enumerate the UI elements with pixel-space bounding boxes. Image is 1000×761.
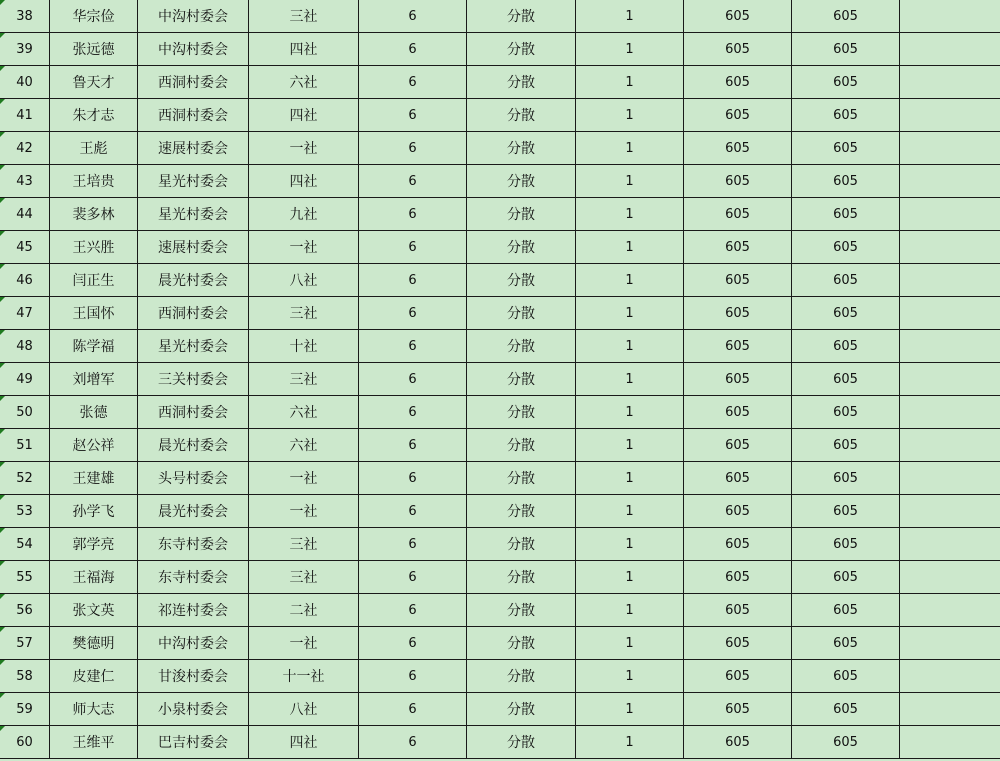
- cell-qty[interactable]: 1: [576, 231, 684, 264]
- cell-amount[interactable]: 605: [684, 198, 792, 231]
- table-row: [0, 330, 1000, 363]
- cell-amount[interactable]: 605: [684, 231, 792, 264]
- cell-village[interactable]: 中沟村委会: [138, 627, 249, 660]
- cell-index[interactable]: [0, 627, 50, 660]
- cell-total[interactable]: 605: [792, 0, 900, 33]
- cell-village[interactable]: 速展村委会: [138, 231, 249, 264]
- cell-index[interactable]: [0, 396, 50, 429]
- cell-name[interactable]: 朱才志: [50, 99, 138, 132]
- cell-count[interactable]: 6: [359, 363, 467, 396]
- cell-group[interactable]: 八社: [249, 693, 359, 726]
- cell-qty[interactable]: 1: [576, 33, 684, 66]
- table-row: [0, 132, 1000, 165]
- cell-qty[interactable]: 1: [576, 330, 684, 363]
- cell-count[interactable]: 6: [359, 429, 467, 462]
- cell-village[interactable]: 西洞村委会: [138, 297, 249, 330]
- cell-amount[interactable]: 605: [684, 330, 792, 363]
- cell-amount[interactable]: 605: [684, 594, 792, 627]
- cell-total[interactable]: 605: [792, 429, 900, 462]
- cell-note[interactable]: [900, 99, 1000, 132]
- cell-group[interactable]: 六社: [249, 66, 359, 99]
- table-row: [0, 264, 1000, 297]
- cell-text: 52: [16, 470, 33, 486]
- cell-name[interactable]: 王建雄: [50, 462, 138, 495]
- cell-type[interactable]: 分散: [467, 594, 576, 627]
- cell-qty[interactable]: 1: [576, 198, 684, 231]
- cell-type[interactable]: 分散: [467, 396, 576, 429]
- cell-total[interactable]: 605: [792, 396, 900, 429]
- cell-marker-icon: [0, 33, 5, 38]
- cell-note[interactable]: [900, 396, 1000, 429]
- cell-marker-icon: [0, 165, 5, 170]
- cell-marker-icon: [0, 132, 5, 137]
- cell-count[interactable]: 6: [359, 264, 467, 297]
- cell-amount[interactable]: 605: [684, 33, 792, 66]
- cell-text: 44: [16, 206, 33, 222]
- cell-type[interactable]: 分散: [467, 495, 576, 528]
- cell-marker-icon: [0, 66, 5, 71]
- cell-name[interactable]: 刘增军: [50, 363, 138, 396]
- cell-text: 57: [16, 635, 33, 651]
- cell-village[interactable]: 三关村委会: [138, 363, 249, 396]
- cell-name[interactable]: 师大志: [50, 693, 138, 726]
- cell-text: 41: [16, 107, 33, 123]
- table-row: [0, 231, 1000, 264]
- cell-total[interactable]: 605: [792, 495, 900, 528]
- cell-amount[interactable]: 605: [684, 693, 792, 726]
- cell-total[interactable]: 605: [792, 264, 900, 297]
- cell-amount[interactable]: 605: [684, 528, 792, 561]
- cell-village[interactable]: 东寺村委会: [138, 528, 249, 561]
- cell-total[interactable]: 605: [792, 660, 900, 693]
- cell-note[interactable]: [900, 297, 1000, 330]
- cell-name[interactable]: 樊德明: [50, 627, 138, 660]
- cell-village[interactable]: 星光村委会: [138, 330, 249, 363]
- cell-village[interactable]: 甘浚村委会: [138, 660, 249, 693]
- cell-type[interactable]: 分散: [467, 429, 576, 462]
- cell-marker-icon: [0, 462, 5, 467]
- cell-qty[interactable]: 1: [576, 627, 684, 660]
- cell-index[interactable]: [0, 264, 50, 297]
- cell-index[interactable]: [0, 132, 50, 165]
- cell-marker-icon: [0, 231, 5, 236]
- cell-count[interactable]: 6: [359, 594, 467, 627]
- cell-name[interactable]: 皮建仁: [50, 660, 138, 693]
- cell-marker-icon: [0, 693, 5, 698]
- cell-qty[interactable]: 1: [576, 0, 684, 33]
- cell-village[interactable]: 东寺村委会: [138, 561, 249, 594]
- cell-text: 51: [16, 437, 33, 453]
- cell-group[interactable]: 三社: [249, 561, 359, 594]
- cell-total[interactable]: 605: [792, 99, 900, 132]
- cell-note[interactable]: [900, 132, 1000, 165]
- table-row: [0, 495, 1000, 528]
- cell-total[interactable]: 605: [792, 165, 900, 198]
- cell-group[interactable]: 九社: [249, 198, 359, 231]
- cell-count[interactable]: 6: [359, 561, 467, 594]
- cell-amount[interactable]: 605: [684, 660, 792, 693]
- cell-type[interactable]: 分散: [467, 528, 576, 561]
- cell-village[interactable]: 小泉村委会: [138, 693, 249, 726]
- cell-text: 45: [16, 239, 33, 255]
- cell-village[interactable]: 头号村委会: [138, 462, 249, 495]
- cell-count[interactable]: 6: [359, 495, 467, 528]
- cell-amount[interactable]: 605: [684, 165, 792, 198]
- cell-type[interactable]: 分散: [467, 660, 576, 693]
- cell-amount[interactable]: 605: [684, 0, 792, 33]
- cell-note[interactable]: [900, 528, 1000, 561]
- table-row: [0, 198, 1000, 231]
- cell-amount[interactable]: 605: [684, 132, 792, 165]
- table-row: [0, 726, 1000, 759]
- cell-amount[interactable]: 605: [684, 495, 792, 528]
- cell-note[interactable]: [900, 198, 1000, 231]
- cell-text: 58: [16, 668, 33, 684]
- cell-qty[interactable]: 1: [576, 132, 684, 165]
- cell-text: 48: [16, 338, 33, 354]
- cell-qty[interactable]: 1: [576, 363, 684, 396]
- cell-group[interactable]: 三社: [249, 0, 359, 33]
- cell-note[interactable]: [900, 693, 1000, 726]
- cell-qty[interactable]: 1: [576, 693, 684, 726]
- cell-type[interactable]: 分散: [467, 99, 576, 132]
- cell-group[interactable]: 一社: [249, 495, 359, 528]
- table-row: [0, 561, 1000, 594]
- cell-total[interactable]: 605: [792, 627, 900, 660]
- cell-total[interactable]: 605: [792, 330, 900, 363]
- cell-amount[interactable]: 605: [684, 264, 792, 297]
- table-row: [0, 165, 1000, 198]
- cell-count[interactable]: 6: [359, 627, 467, 660]
- cell-type[interactable]: 分散: [467, 264, 576, 297]
- cell-type[interactable]: 分散: [467, 132, 576, 165]
- cell-type[interactable]: 分散: [467, 231, 576, 264]
- cell-type[interactable]: 分散: [467, 330, 576, 363]
- cell-name[interactable]: 张文英: [50, 594, 138, 627]
- cell-note[interactable]: [900, 231, 1000, 264]
- cell-total[interactable]: 605: [792, 66, 900, 99]
- cell-qty[interactable]: 1: [576, 264, 684, 297]
- cell-text: 46: [16, 272, 33, 288]
- cell-group[interactable]: 六社: [249, 429, 359, 462]
- cell-index[interactable]: [0, 561, 50, 594]
- cell-index[interactable]: [0, 429, 50, 462]
- cell-qty[interactable]: 1: [576, 462, 684, 495]
- cell-qty[interactable]: 1: [576, 396, 684, 429]
- cell-marker-icon: [0, 429, 5, 434]
- cell-type[interactable]: 分散: [467, 33, 576, 66]
- cell-marker-icon: [0, 660, 5, 665]
- cell-text: 38: [16, 8, 33, 24]
- cell-count[interactable]: 6: [359, 726, 467, 759]
- cell-text: 56: [16, 602, 33, 618]
- cell-name[interactable]: 张远德: [50, 33, 138, 66]
- cell-type[interactable]: 分散: [467, 363, 576, 396]
- cell-amount[interactable]: 605: [684, 297, 792, 330]
- cell-index[interactable]: [0, 726, 50, 759]
- cell-amount[interactable]: 605: [684, 66, 792, 99]
- cell-type[interactable]: 分散: [467, 165, 576, 198]
- cell-count[interactable]: 6: [359, 132, 467, 165]
- cell-total[interactable]: 605: [792, 132, 900, 165]
- cell-name[interactable]: 王福海: [50, 561, 138, 594]
- cell-index[interactable]: [0, 66, 50, 99]
- cell-name[interactable]: 鲁天才: [50, 66, 138, 99]
- table-row: [0, 297, 1000, 330]
- cell-marker-icon: [0, 99, 5, 104]
- cell-village[interactable]: 晨光村委会: [138, 429, 249, 462]
- cell-note[interactable]: [900, 264, 1000, 297]
- cell-village[interactable]: 星光村委会: [138, 198, 249, 231]
- cell-text: 50: [16, 404, 33, 420]
- cell-marker-icon: [0, 264, 5, 269]
- cell-text: 47: [16, 305, 33, 321]
- cell-index[interactable]: [0, 594, 50, 627]
- cell-index[interactable]: [0, 231, 50, 264]
- cell-village[interactable]: 中沟村委会: [138, 0, 249, 33]
- cell-text: 54: [16, 536, 33, 552]
- cell-name[interactable]: 陈学福: [50, 330, 138, 363]
- cell-village[interactable]: 晨光村委会: [138, 264, 249, 297]
- cell-note[interactable]: [900, 330, 1000, 363]
- cell-total[interactable]: 605: [792, 726, 900, 759]
- cell-total[interactable]: 605: [792, 693, 900, 726]
- table-row: [0, 462, 1000, 495]
- table-row: [0, 660, 1000, 693]
- table-row: [0, 363, 1000, 396]
- cell-index[interactable]: [0, 330, 50, 363]
- cell-group[interactable]: 四社: [249, 99, 359, 132]
- cell-marker-icon: [0, 561, 5, 566]
- cell-name[interactable]: 郭学亮: [50, 528, 138, 561]
- cell-village[interactable]: 巴吉村委会: [138, 726, 249, 759]
- table-row: [0, 429, 1000, 462]
- cell-qty[interactable]: 1: [576, 594, 684, 627]
- cell-total[interactable]: 605: [792, 297, 900, 330]
- cell-name[interactable]: 闫正生: [50, 264, 138, 297]
- cell-count[interactable]: 6: [359, 528, 467, 561]
- cell-index[interactable]: [0, 33, 50, 66]
- cell-village[interactable]: 速展村委会: [138, 132, 249, 165]
- cell-group[interactable]: 十社: [249, 330, 359, 363]
- cell-marker-icon: [0, 495, 5, 500]
- cell-marker-icon: [0, 363, 5, 368]
- cell-village[interactable]: 祁连村委会: [138, 594, 249, 627]
- cell-marker-icon: [0, 297, 5, 302]
- cell-amount[interactable]: 605: [684, 363, 792, 396]
- cell-group[interactable]: 二社: [249, 594, 359, 627]
- cell-note[interactable]: [900, 660, 1000, 693]
- cell-group[interactable]: 四社: [249, 165, 359, 198]
- cell-text: 42: [16, 140, 33, 156]
- table-row: [0, 0, 1000, 33]
- cell-amount[interactable]: 605: [684, 429, 792, 462]
- cell-marker-icon: [0, 330, 5, 335]
- cell-total[interactable]: 605: [792, 561, 900, 594]
- cell-amount[interactable]: 605: [684, 561, 792, 594]
- table-row: [0, 627, 1000, 660]
- cell-marker-icon: [0, 198, 5, 203]
- cell-text: 53: [16, 503, 33, 519]
- cell-group[interactable]: 一社: [249, 627, 359, 660]
- cell-group[interactable]: 三社: [249, 528, 359, 561]
- cell-group[interactable]: 三社: [249, 297, 359, 330]
- cell-type[interactable]: 分散: [467, 297, 576, 330]
- table-row: [0, 396, 1000, 429]
- cell-note[interactable]: [900, 561, 1000, 594]
- cell-group[interactable]: 四社: [249, 33, 359, 66]
- cell-note[interactable]: [900, 462, 1000, 495]
- cell-marker-icon: [0, 528, 5, 533]
- table-row: [0, 66, 1000, 99]
- cell-name[interactable]: 王彪: [50, 132, 138, 165]
- cell-text: 40: [16, 74, 33, 90]
- cell-village[interactable]: 星光村委会: [138, 165, 249, 198]
- cell-count[interactable]: 6: [359, 33, 467, 66]
- cell-index[interactable]: [0, 462, 50, 495]
- cell-qty[interactable]: 1: [576, 726, 684, 759]
- cell-village[interactable]: 晨光村委会: [138, 495, 249, 528]
- cell-group[interactable]: 一社: [249, 462, 359, 495]
- cell-type[interactable]: 分散: [467, 561, 576, 594]
- cell-note[interactable]: [900, 627, 1000, 660]
- cell-qty[interactable]: 1: [576, 99, 684, 132]
- table-row: [0, 693, 1000, 726]
- cell-amount[interactable]: 605: [684, 99, 792, 132]
- cell-village[interactable]: 西洞村委会: [138, 66, 249, 99]
- cell-qty[interactable]: 1: [576, 297, 684, 330]
- cell-count[interactable]: 6: [359, 693, 467, 726]
- cell-village[interactable]: 中沟村委会: [138, 33, 249, 66]
- cell-index[interactable]: [0, 495, 50, 528]
- table-row: [0, 594, 1000, 627]
- cell-count[interactable]: 6: [359, 660, 467, 693]
- table-row: [0, 33, 1000, 66]
- cell-type[interactable]: 分散: [467, 462, 576, 495]
- cell-marker-icon: [0, 627, 5, 632]
- cell-note[interactable]: [900, 429, 1000, 462]
- cell-type[interactable]: 分散: [467, 198, 576, 231]
- cell-count[interactable]: 6: [359, 0, 467, 33]
- cell-index[interactable]: [0, 297, 50, 330]
- cell-marker-icon: [0, 594, 5, 599]
- cell-qty[interactable]: 1: [576, 429, 684, 462]
- cell-group[interactable]: 一社: [249, 231, 359, 264]
- table-row: [0, 99, 1000, 132]
- cell-type[interactable]: 分散: [467, 627, 576, 660]
- cell-name[interactable]: 王维平: [50, 726, 138, 759]
- cell-qty[interactable]: 1: [576, 66, 684, 99]
- cell-name[interactable]: 孙学飞: [50, 495, 138, 528]
- cell-index[interactable]: [0, 198, 50, 231]
- cell-amount[interactable]: 605: [684, 726, 792, 759]
- cell-text: 49: [16, 371, 33, 387]
- cell-total[interactable]: 605: [792, 363, 900, 396]
- cell-qty[interactable]: 1: [576, 165, 684, 198]
- cell-marker-icon: [0, 726, 5, 731]
- cell-index[interactable]: [0, 165, 50, 198]
- cell-marker-icon: [0, 0, 5, 5]
- cell-total[interactable]: 605: [792, 33, 900, 66]
- cell-group[interactable]: 三社: [249, 363, 359, 396]
- cell-note[interactable]: [900, 165, 1000, 198]
- cell-index[interactable]: [0, 363, 50, 396]
- cell-type[interactable]: 分散: [467, 726, 576, 759]
- cell-group[interactable]: 四社: [249, 726, 359, 759]
- cell-note[interactable]: [900, 0, 1000, 33]
- cell-type[interactable]: 分散: [467, 693, 576, 726]
- cell-amount[interactable]: 605: [684, 462, 792, 495]
- cell-count[interactable]: 6: [359, 396, 467, 429]
- cell-name[interactable]: 王培贵: [50, 165, 138, 198]
- cell-group[interactable]: 八社: [249, 264, 359, 297]
- cell-count[interactable]: 6: [359, 330, 467, 363]
- cell-index[interactable]: [0, 0, 50, 33]
- cell-name[interactable]: 裴多林: [50, 198, 138, 231]
- cell-index[interactable]: [0, 528, 50, 561]
- cell-group[interactable]: 一社: [249, 132, 359, 165]
- cell-note[interactable]: [900, 726, 1000, 759]
- cell-qty[interactable]: 1: [576, 660, 684, 693]
- cell-count[interactable]: 6: [359, 99, 467, 132]
- cell-name[interactable]: 赵公祥: [50, 429, 138, 462]
- cell-group[interactable]: 六社: [249, 396, 359, 429]
- cell-name[interactable]: 王国怀: [50, 297, 138, 330]
- cell-type[interactable]: 分散: [467, 0, 576, 33]
- cell-count[interactable]: 6: [359, 297, 467, 330]
- cell-text: 55: [16, 569, 33, 585]
- cell-note[interactable]: [900, 495, 1000, 528]
- cell-amount[interactable]: 605: [684, 627, 792, 660]
- cell-amount[interactable]: 605: [684, 396, 792, 429]
- cell-text: 43: [16, 173, 33, 189]
- cell-name[interactable]: 华宗俭: [50, 0, 138, 33]
- cell-total[interactable]: 605: [792, 231, 900, 264]
- cell-note[interactable]: [900, 66, 1000, 99]
- cell-note[interactable]: [900, 33, 1000, 66]
- cell-note[interactable]: [900, 363, 1000, 396]
- cell-total[interactable]: 605: [792, 198, 900, 231]
- cell-count[interactable]: 6: [359, 462, 467, 495]
- cell-name[interactable]: 王兴胜: [50, 231, 138, 264]
- cell-village[interactable]: 西洞村委会: [138, 99, 249, 132]
- cell-total[interactable]: 605: [792, 528, 900, 561]
- cell-qty[interactable]: 1: [576, 561, 684, 594]
- cell-text: 59: [16, 701, 33, 717]
- cell-index[interactable]: [0, 693, 50, 726]
- cell-name[interactable]: 张德: [50, 396, 138, 429]
- cell-text: 39: [16, 41, 33, 57]
- cell-qty[interactable]: 1: [576, 495, 684, 528]
- table-row: [0, 528, 1000, 561]
- cell-total[interactable]: 605: [792, 462, 900, 495]
- cell-type[interactable]: 分散: [467, 66, 576, 99]
- cell-group[interactable]: 十一社: [249, 660, 359, 693]
- cell-village[interactable]: 西洞村委会: [138, 396, 249, 429]
- cell-qty[interactable]: 1: [576, 528, 684, 561]
- cell-note[interactable]: [900, 594, 1000, 627]
- cell-count[interactable]: 6: [359, 198, 467, 231]
- cell-count[interactable]: 6: [359, 165, 467, 198]
- cell-index[interactable]: [0, 99, 50, 132]
- cell-count[interactable]: 6: [359, 66, 467, 99]
- cell-count[interactable]: 6: [359, 231, 467, 264]
- cell-text: 60: [16, 734, 33, 750]
- cell-total[interactable]: 605: [792, 594, 900, 627]
- cell-index[interactable]: [0, 660, 50, 693]
- cell-marker-icon: [0, 396, 5, 401]
